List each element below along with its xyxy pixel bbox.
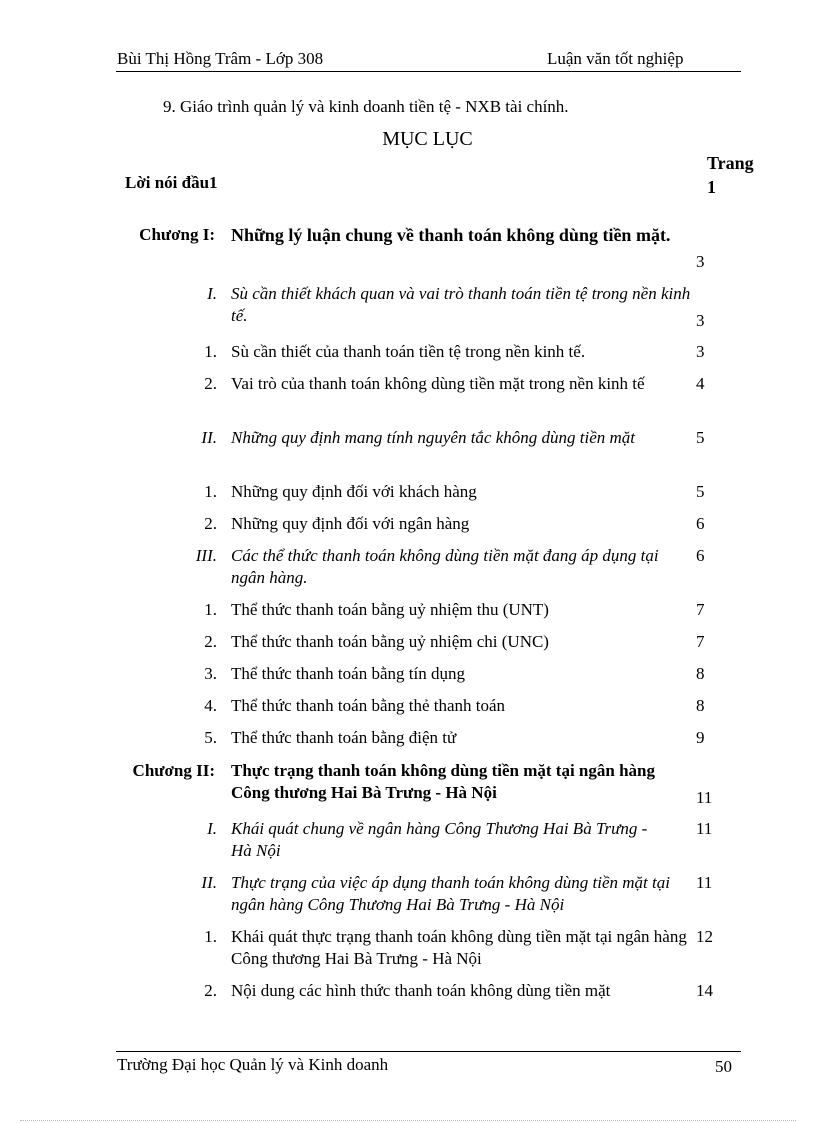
toc-entry-text: Những quy định mang tính nguyên tắc không dùng tiền mặt: [231, 428, 635, 447]
page-edge-divider: [20, 1120, 796, 1121]
footer-page-number: 50: [715, 1057, 732, 1076]
toc-entry-number: 1.: [204, 342, 217, 361]
toc-entry-number: 3.: [204, 664, 217, 683]
toc-entry-page: 14: [696, 981, 713, 1000]
toc-entry-number: 1.: [204, 927, 217, 946]
toc-entry-page: 4: [696, 374, 705, 393]
footer-rule: [116, 1051, 741, 1052]
toc-entry-page: 7: [696, 632, 705, 651]
toc-entry-text: Sù cần thiết của thanh toán tiền tệ trong nền kinh tế.: [231, 342, 586, 361]
toc-entry-page: 11: [696, 788, 713, 807]
toc-entry-page: 11: [696, 819, 713, 838]
toc-entry-text: Thể thức thanh toán bằng uỷ nhiệm chi (UNC): [231, 632, 549, 651]
toc-entry-page: 9: [696, 728, 705, 747]
header-doc-type: Luận văn tốt nghiệp: [547, 49, 684, 68]
reference-item: 9. Giáo trình quản lý và kinh doanh tiền tệ - NXB tài chính.: [163, 97, 569, 116]
toc-entry-number: 2.: [204, 981, 217, 1000]
toc-entry-page: 7: [696, 600, 705, 619]
toc-entry-page: 5: [696, 428, 705, 447]
toc-entry-text: Những quy định đối với khách hàng: [231, 482, 477, 501]
toc-entry-number: 1.: [204, 482, 217, 501]
toc-entry-text: Những quy định đối với ngân hàng: [231, 514, 470, 533]
toc-entry-number: 4.: [204, 696, 217, 715]
toc-entry-text: Những lý luận chung về thanh toán không dùng tiền mặt.: [231, 225, 671, 245]
toc-intro-entry: Lời nói đầu1: [125, 173, 218, 192]
toc-entry-number: Chương I:: [139, 225, 215, 244]
toc-entry-text: Thể thức thanh toán bằng uỷ nhiệm thu (UNT): [231, 600, 549, 619]
toc-entry-text: Khái quát chung về ngân hàng Công Thương Hai Bà Trưng - Hà Nội: [231, 819, 648, 860]
toc-entry-number: Chương II:: [132, 761, 215, 780]
header-author: Bùi Thị Hồng Trâm - Lớp 308: [117, 49, 324, 68]
toc-entry-number: I.: [207, 284, 217, 303]
toc-title: MỤC LỤC: [382, 128, 473, 150]
toc-entry-page: 3: [696, 252, 705, 271]
toc-entry-page: 8: [696, 696, 705, 715]
toc-entry-text: Các thể thức thanh toán không dùng tiền mặt đang áp dụng tại ngân hàng.: [231, 546, 659, 587]
toc-entry-text: Khái quát thực trạng thanh toán không dùng tiền mặt tại ngân hàng Công thương Hai Bà Trưng - Hà Nội: [231, 927, 687, 968]
toc-entry-text: Vai trò của thanh toán không dùng tiền mặt trong nền kinh tế: [231, 374, 645, 393]
toc-entry-page: 5: [696, 482, 705, 501]
toc-entry-number: II.: [201, 428, 217, 447]
toc-entry-page: 3: [696, 342, 705, 361]
toc-entry-number: 2.: [204, 514, 217, 533]
toc-entry-page: 12: [696, 927, 713, 946]
toc-entry-text: Thể thức thanh toán bằng thẻ thanh toán: [231, 696, 506, 715]
toc-entry-number: I.: [207, 819, 217, 838]
toc-entry-number: 2.: [204, 374, 217, 393]
toc-entry-number: II.: [201, 873, 217, 892]
toc-entry-text: Thực trạng của việc áp dụng thanh toán không dùng tiền mặt tại ngân hàng Công Thương Hai Bà Trưng - Hà Nội: [231, 873, 670, 914]
toc-entry-number: 2.: [204, 632, 217, 651]
header-rule: [116, 71, 741, 72]
toc-entry-text: Sù cần thiết khách quan và vai trò thanh toán tiền tệ trong nền kinh tế.: [231, 284, 691, 325]
toc-entry-text: Thực trạng thanh toán không dùng tiền mặt tại ngân hàng Công thương Hai Bà Trưng - Hà Nội: [231, 761, 655, 802]
toc-entry-text: Nội dung các hình thức thanh toán không dùng tiền mặt: [231, 981, 611, 1000]
toc-entry-number: 5.: [204, 728, 217, 747]
toc-entry-page: 8: [696, 664, 705, 683]
toc-entry-page: 6: [696, 546, 705, 565]
toc-entry-page: 11: [696, 873, 713, 892]
toc-entry-number: III.: [195, 546, 217, 565]
toc-page-column-value: 1: [707, 177, 716, 197]
toc-entry-text: Thể thức thanh toán bằng tín dụng: [231, 664, 465, 683]
toc-entry-number: 1.: [204, 600, 217, 619]
footer-institution: Trường Đại học Quản lý và Kinh doanh: [117, 1055, 389, 1074]
toc-entry-text: Thể thức thanh toán bằng điện tử: [231, 728, 457, 747]
toc-page-column-header: [707, 151, 754, 199]
toc-entry-page: 6: [696, 514, 705, 533]
toc-entry-page: 3: [696, 311, 705, 330]
toc-page-column-label: Trang: [707, 153, 754, 173]
